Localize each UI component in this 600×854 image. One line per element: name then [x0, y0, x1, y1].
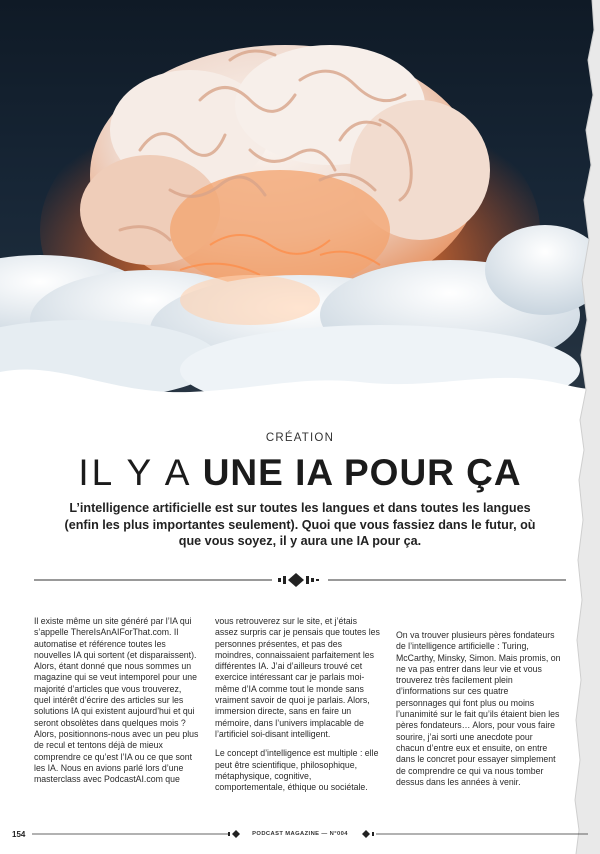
paragraph: On va trouver plusieurs pères fondateurs de l’intelligence artificielle : Turing, McCarthy, Minsky, Simon. Mais promis, on ne va pas entrer dans leur vie et vous trouverez très facilement plein d’informations sur ces quatre personnages qui font plus ou moins l’unanimité sur le fait qu’ils étaient bien les pères fondateurs… Alors, pour vous faire sourire, j’ai sorti une anecdote pour chacun d’entre eux et ensuite, on entre dans le concret pour essayer simplement de comprendre ce qui va nous tomber dessus dans les années à venir.	[396, 630, 561, 787]
footer-left-wave-icon	[228, 830, 240, 838]
section-divider	[34, 572, 566, 588]
article-column-3	[396, 630, 561, 796]
paragraph: Le concept d’intelligence est multiple : elle peut être scientifique, philosophique, métaphysique, cognitive, comportementale, éthique ou sociétale.	[215, 748, 379, 793]
paragraph: vous retrouverez sur le site, et j’étais assez surpris car je pensais que toutes les personnes présentes, et pas des moindres, connaissaient parfaitement les différentes IA. J’ai d’ailleurs trouvé cet exercice intéressant car je parlais moi-même d’IA comme tout le monde sans vraiment savoir de quoi je parlais. Alors, immersion directe, sans en faire un mémoire, dans l’univers implacable de l’artificiel soi-disant intelligent.	[215, 616, 380, 739]
paragraph: Il existe même un site généré par l’IA qui s’appelle ThereIsAnAIForThat.com. Il automatise et référence toutes les nouvelles IA qui sortent (et disparaissent). Alors, étant donné que nous sommes un magazine qui se veut intemporel pour une majorité d’articles que vous trouverez, quel intérêt d’écrire des articles sur les solutions IA qui existent aujourd’hui et qui seront obsolètes dans quelques mois ? Alors, positionnons-nous avec un peu plus de recul et tentons déjà de mieux comprendre ce qu’est l’IA ou ce que sont les IA. Nous en avions parlé lors d’une masterclass avec PodcastAI.com que	[34, 616, 199, 785]
torn-paper-edge	[570, 0, 600, 854]
page-number: 154	[12, 830, 26, 839]
brain-on-clouds-image	[0, 0, 600, 420]
article-category: CRÉATION	[265, 432, 335, 444]
magazine-name: PODCAST MAGAZINE — N°004	[252, 831, 348, 837]
article-title	[0, 450, 600, 496]
footer-right-wave-icon	[362, 830, 374, 838]
title-bold-part: UNE IA POUR ÇA	[202, 452, 522, 493]
hero-illustration	[0, 0, 600, 420]
title-light-part: IL Y A	[78, 452, 193, 493]
sound-wave-icon	[278, 573, 319, 587]
article-lead: L’intelligence artificielle est sur toutes les langues et dans toutes les langues (enfin les plus importantes seulement). Quoi que vous fassiez dans le futur, où que vous soyez, il y aura une IA pour ça.	[64, 501, 536, 548]
article-column-1	[34, 616, 199, 793]
article-column-2	[215, 616, 380, 801]
